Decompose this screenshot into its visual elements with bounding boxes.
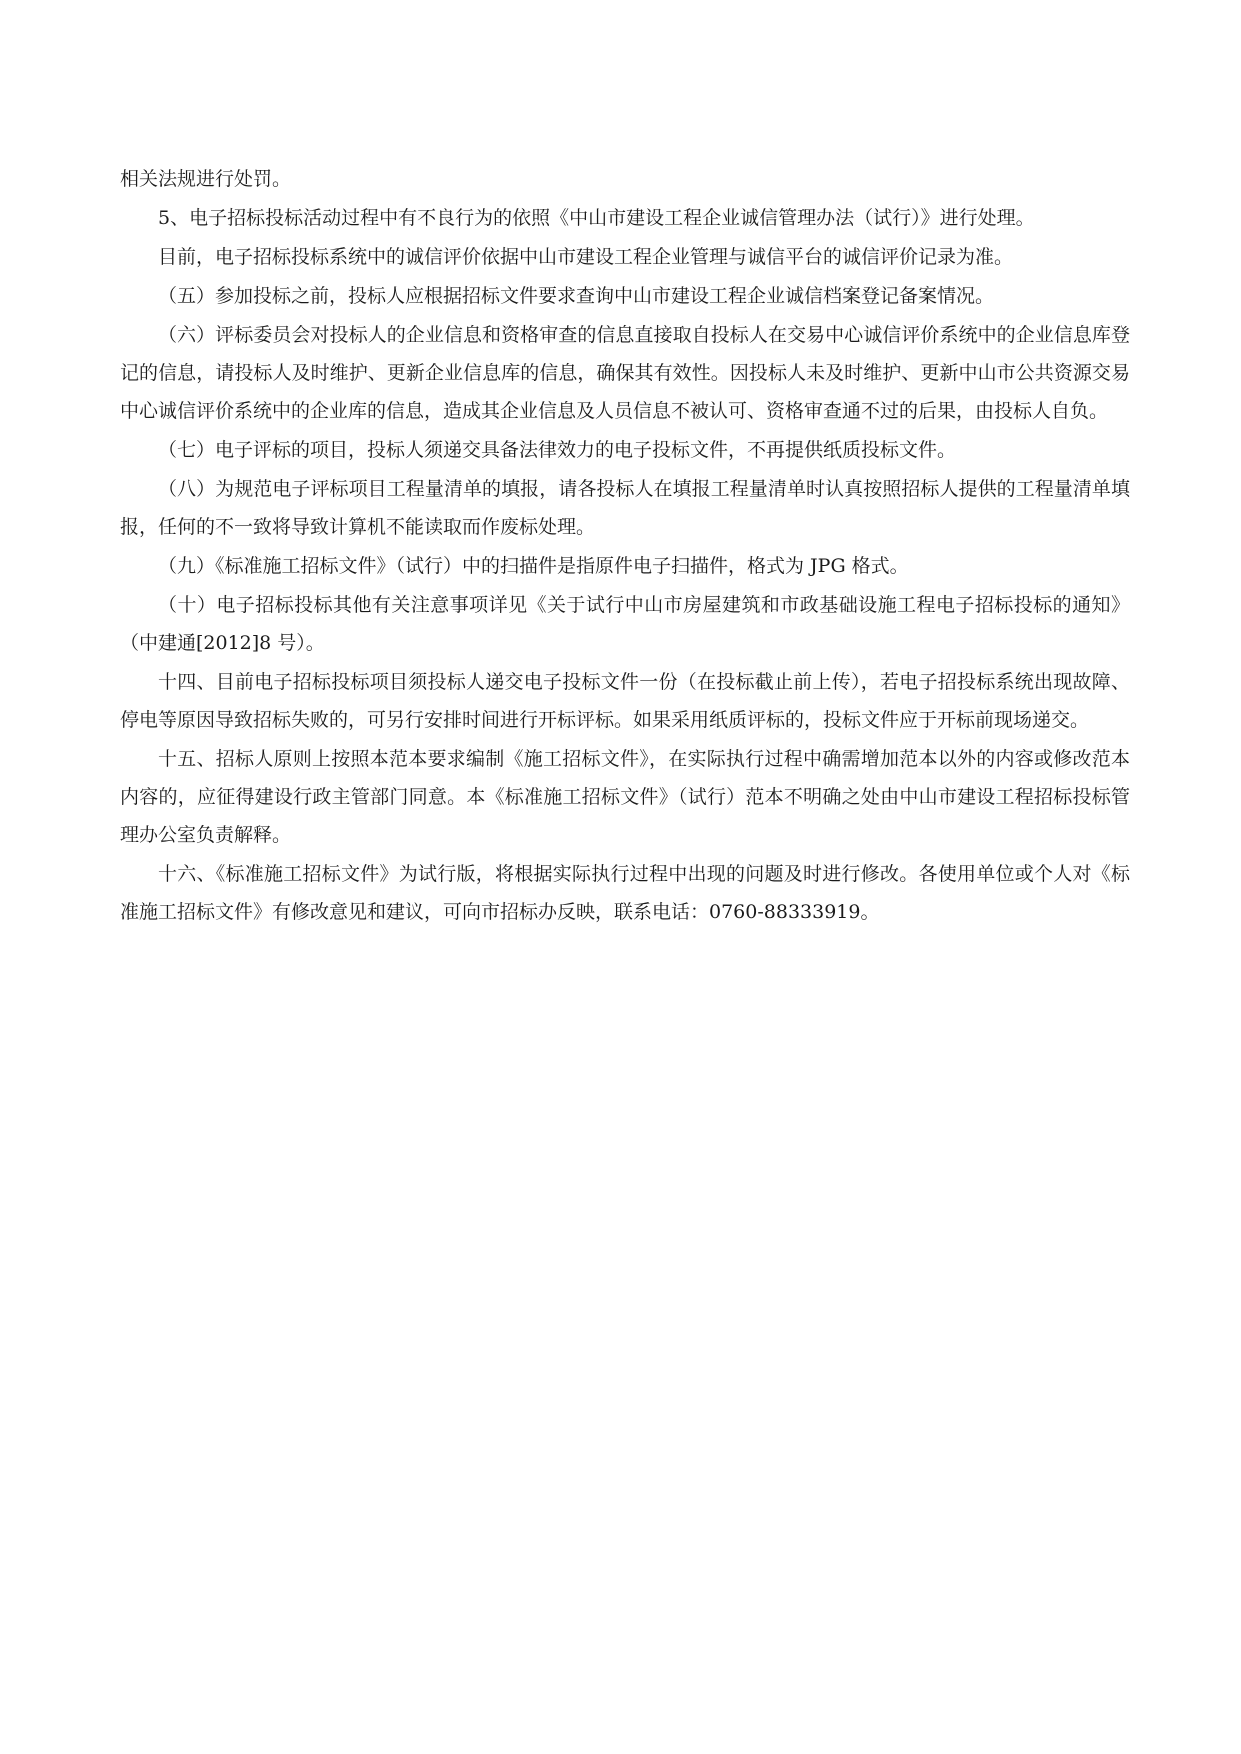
paragraph-4: （五）参加投标之前，投标人应根据招标文件要求查询中山市建设工程企业诚信档案登记备案情况。 [158, 285, 995, 307]
paragraph-1: 相关法规进行处罚。 [120, 168, 292, 190]
paragraph-10: 十四、目前电子招标投标项目须投标人递交电子投标文件一份（在投标截止前上传），若电子招投标系统出现故障、停电等原因导致招标失败的，可另行安排时间进行开标评标。如果采用纸质评标的，投标文件应于开标前现场递交。 [120, 671, 1130, 731]
document-body [120, 160, 1130, 932]
paragraph-9: （十）电子招标投标其他有关注意事项详见《关于试行中山市房屋建筑和市政基础设施工程电子招标投标的通知》（中建通[2012]8 号）。 [120, 594, 1130, 654]
paragraph-7: （八）为规范电子评标项目工程量清单的填报，请各投标人在填报工程量清单时认真按照招标人提供的工程量清单填报，任何的不一致将导致计算机不能读取而作废标处理。 [120, 478, 1130, 538]
paragraph-6: （七）电子评标的项目，投标人须递交具备法律效力的电子投标文件，不再提供纸质投标文件。 [158, 439, 957, 461]
paragraph-3: 目前，电子招标投标系统中的诚信评价依据中山市建设工程企业管理与诚信平台的诚信评价记录为准。 [158, 246, 1014, 268]
paragraph-12: 十六、《标准施工招标文件》为试行版，将根据实际执行过程中出现的问题及时进行修改。各使用单位或个人对《标准施工招标文件》有修改意见和建议，可向市招标办反映，联系电话：0760-88333919。 [120, 863, 1130, 923]
paragraph-11: 十五、招标人原则上按照本范本要求编制《施工招标文件》，在实际执行过程中确需增加范本以外的内容或修改范本内容的，应征得建设行政主管部门同意。本《标准施工招标文件》（试行）范本不明确之处由中山市建设工程招标投标管理办公室负责解释。 [120, 748, 1130, 846]
paragraph-8: （九）《标准施工招标文件》（试行）中的扫描件是指原件电子扫描件，格式为 JPG 格式。 [158, 555, 909, 577]
paragraph-2: 5、电子招标投标活动过程中有不良行为的依照《中山市建设工程企业诚信管理办法（试行）》进行处理。 [158, 207, 1035, 229]
paragraph-5: （六）评标委员会对投标人的企业信息和资格审查的信息直接取自投标人在交易中心诚信评价系统中的企业信息库登记的信息，请投标人及时维护、更新企业信息库的信息，确保其有效性。因投标人未及时维护、更新中山市公共资源交易中心诚信评价系统中的企业库的信息，造成其企业信息及人员信息不被认可、资格审查通不过的后果，由投标人自负。 [120, 324, 1130, 422]
